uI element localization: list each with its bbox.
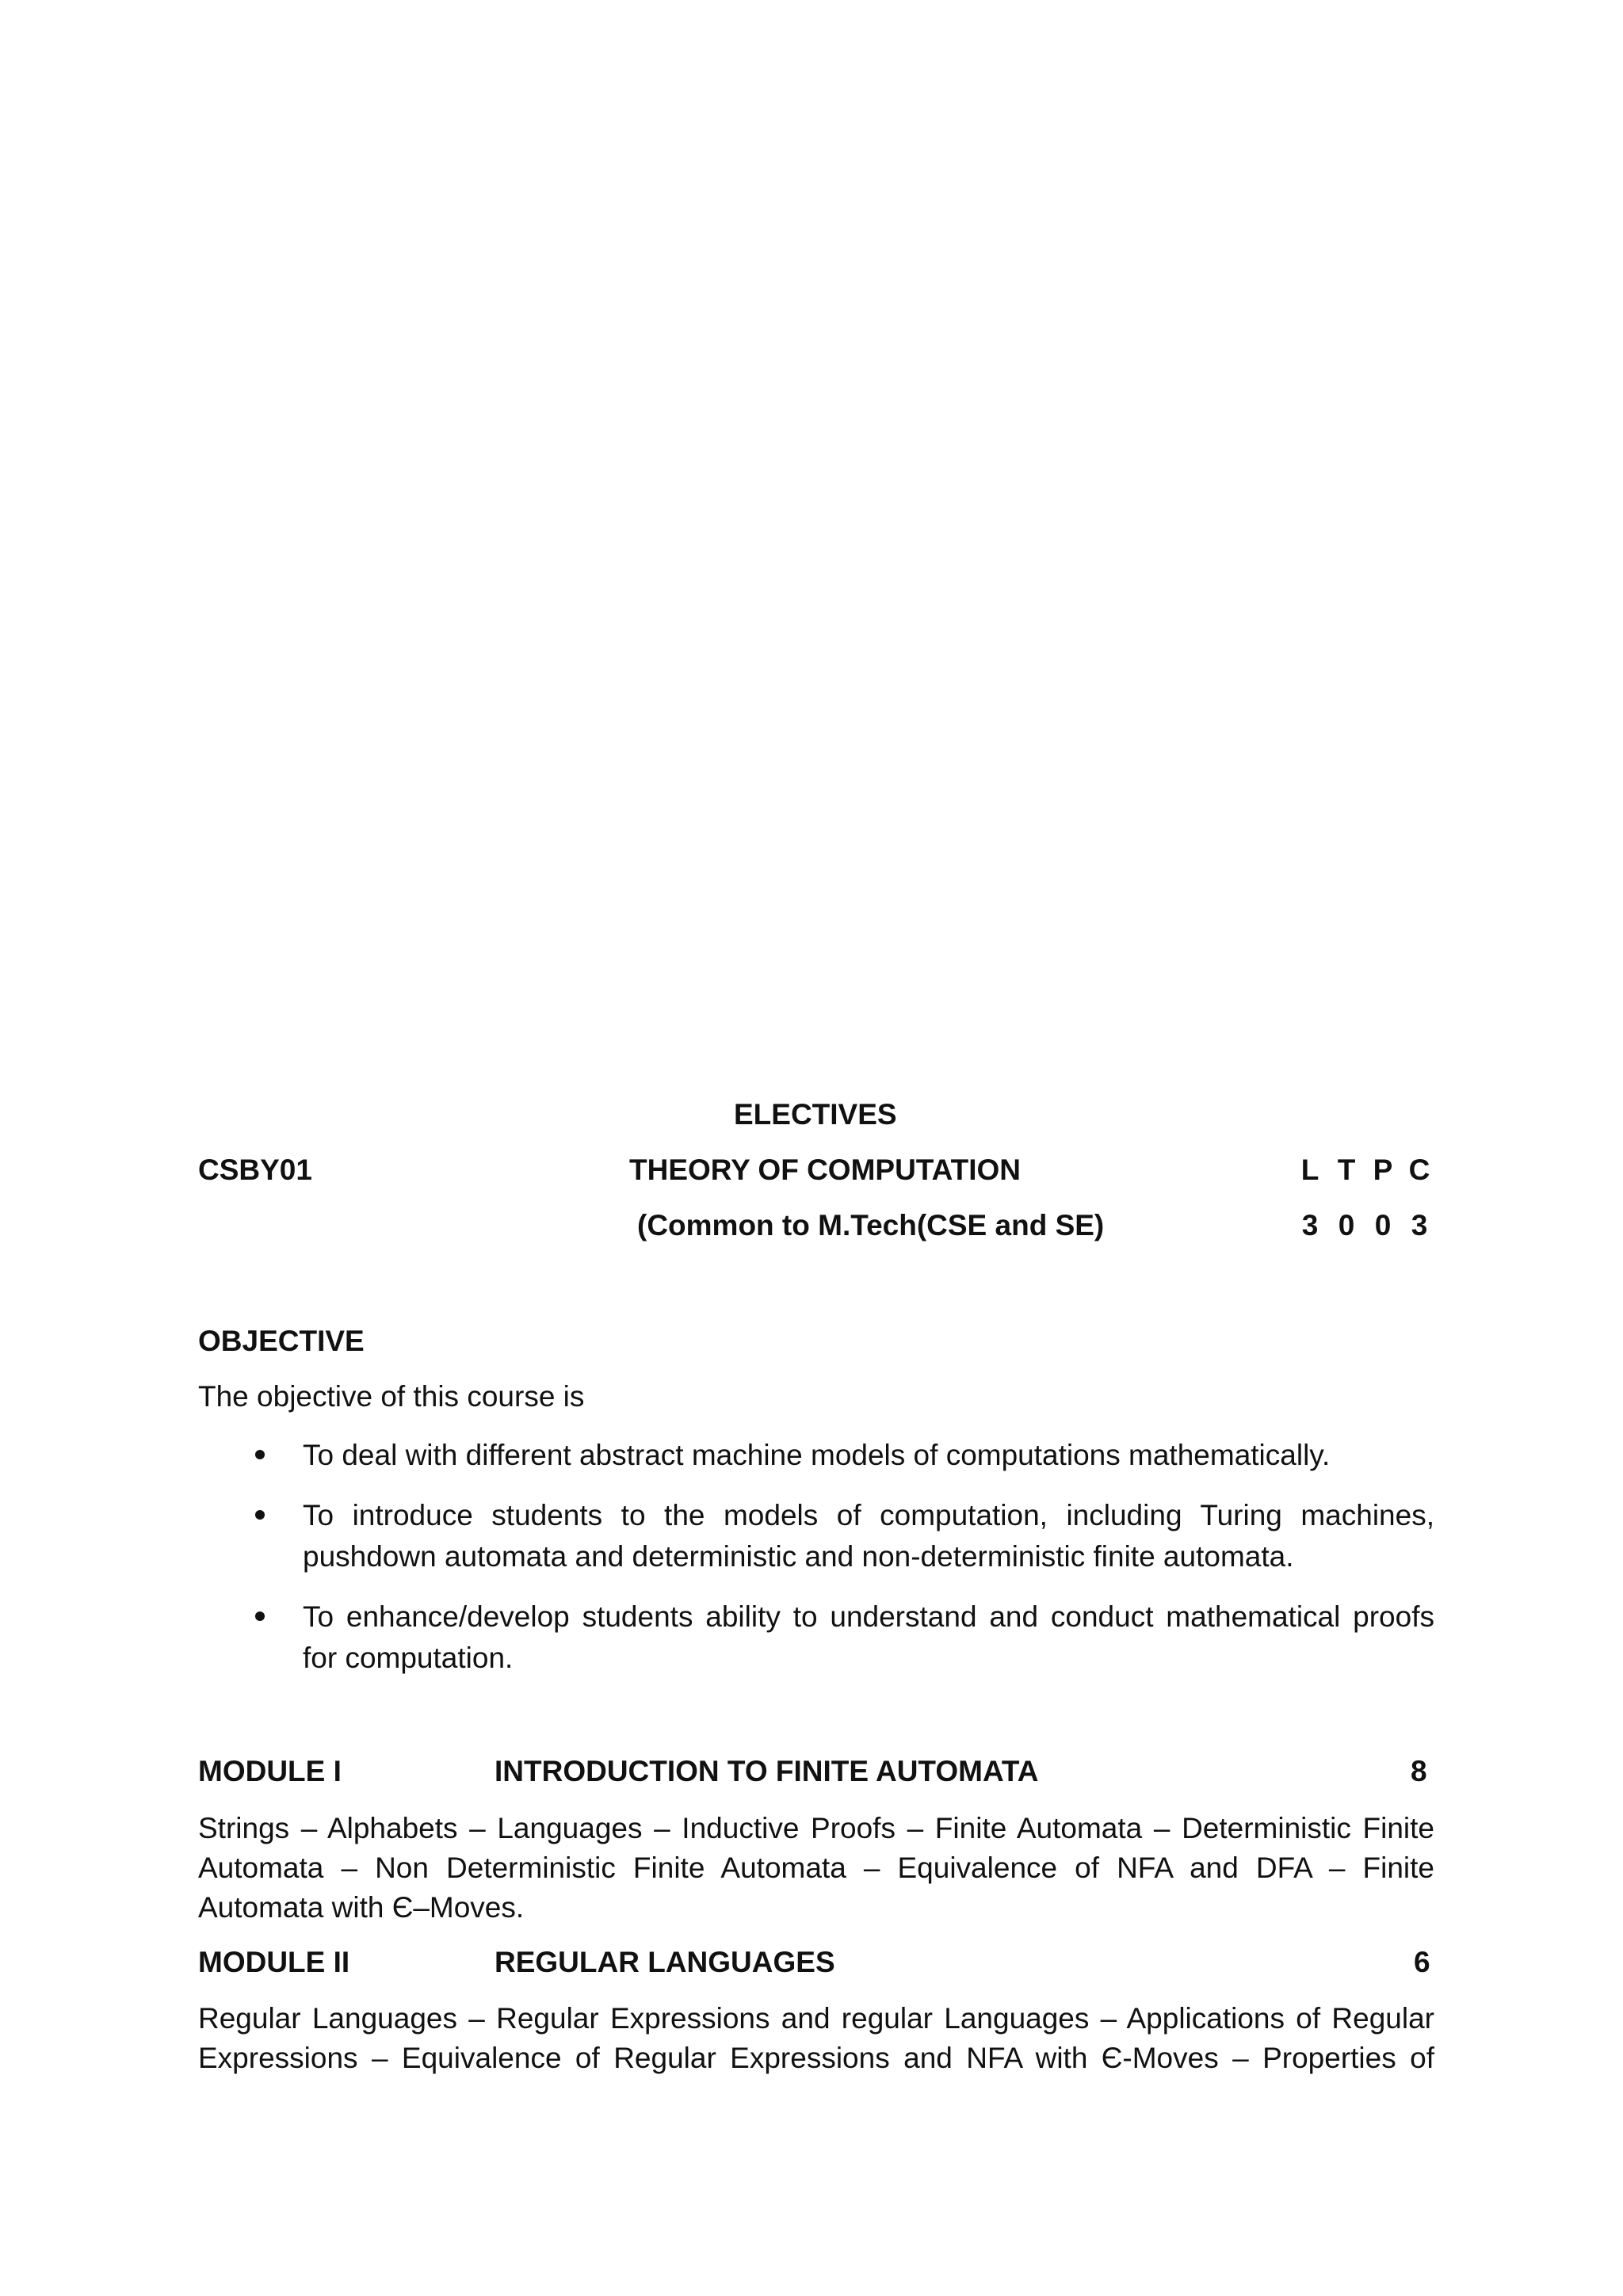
ltpc-value-p: 0 [1374, 1209, 1392, 1241]
module-title: REGULAR LANGUAGES [495, 1946, 835, 1978]
module-content: Regular Languages – Regular Expressions and regular Languages – Applications of Regular Expressions – Equivalence of Regular Expressions and NFA with Є-Moves – Properties of [198, 2002, 1434, 2074]
objective-bullet-text: To enhance/develop students ability to understand and conduct mathematical proofs for computation. [303, 1600, 1434, 1674]
objective-bullet [198, 1596, 1434, 1680]
ltpc-value-l: 3 [1301, 1209, 1319, 1241]
bullet-icon [255, 1611, 265, 1621]
bullet-icon [255, 1510, 265, 1520]
ltpc-labels [1292, 1150, 1438, 1190]
course-code: CSBY01 [198, 1154, 312, 1186]
module-hours: 6 [1414, 1946, 1430, 1978]
objective-bullet [198, 1495, 1434, 1579]
ltpc-label-t: T [1337, 1154, 1356, 1186]
module-hours: 8 [1411, 1755, 1427, 1787]
course-title: THEORY OF COMPUTATION [629, 1154, 1022, 1186]
ltpc-value-t: 0 [1338, 1209, 1355, 1241]
objective-bullet [198, 1435, 1434, 1476]
objective-bullet-text: To deal with different abstract machine models of computations mathematically. [303, 1439, 1331, 1471]
ltpc-values [1292, 1206, 1438, 1245]
module-label: MODULE II [198, 1946, 350, 1978]
ltpc-label-p: P [1373, 1154, 1393, 1186]
section-title: ELECTIVES [734, 1098, 897, 1131]
objective-heading: OBJECTIVE [198, 1325, 365, 1357]
module-title: INTRODUCTION TO FINITE AUTOMATA [495, 1755, 1039, 1787]
objective-intro: The objective of this course is [198, 1380, 585, 1413]
module-content: Strings – Alphabets – Languages – Inductive Proofs – Finite Automata – Deterministic Finite Automata – Non Deterministic Finite Automata – Equivalence of NFA and DFA – Finite Automata with Є–Moves. [198, 1812, 1434, 1924]
module-label: MODULE I [198, 1755, 342, 1787]
ltpc-label-c: C [1408, 1154, 1430, 1186]
course-note: (Common to M.Tech(CSE and SE) [637, 1209, 1105, 1241]
ltpc-value-c: 3 [1411, 1209, 1428, 1241]
ltpc-label-l: L [1300, 1154, 1319, 1186]
bullet-icon [255, 1450, 265, 1459]
objective-bullet-text: To introduce students to the models of computation, including Turing machines, pushdown automata and deterministic and non-deterministic finite automata. [303, 1499, 1434, 1573]
